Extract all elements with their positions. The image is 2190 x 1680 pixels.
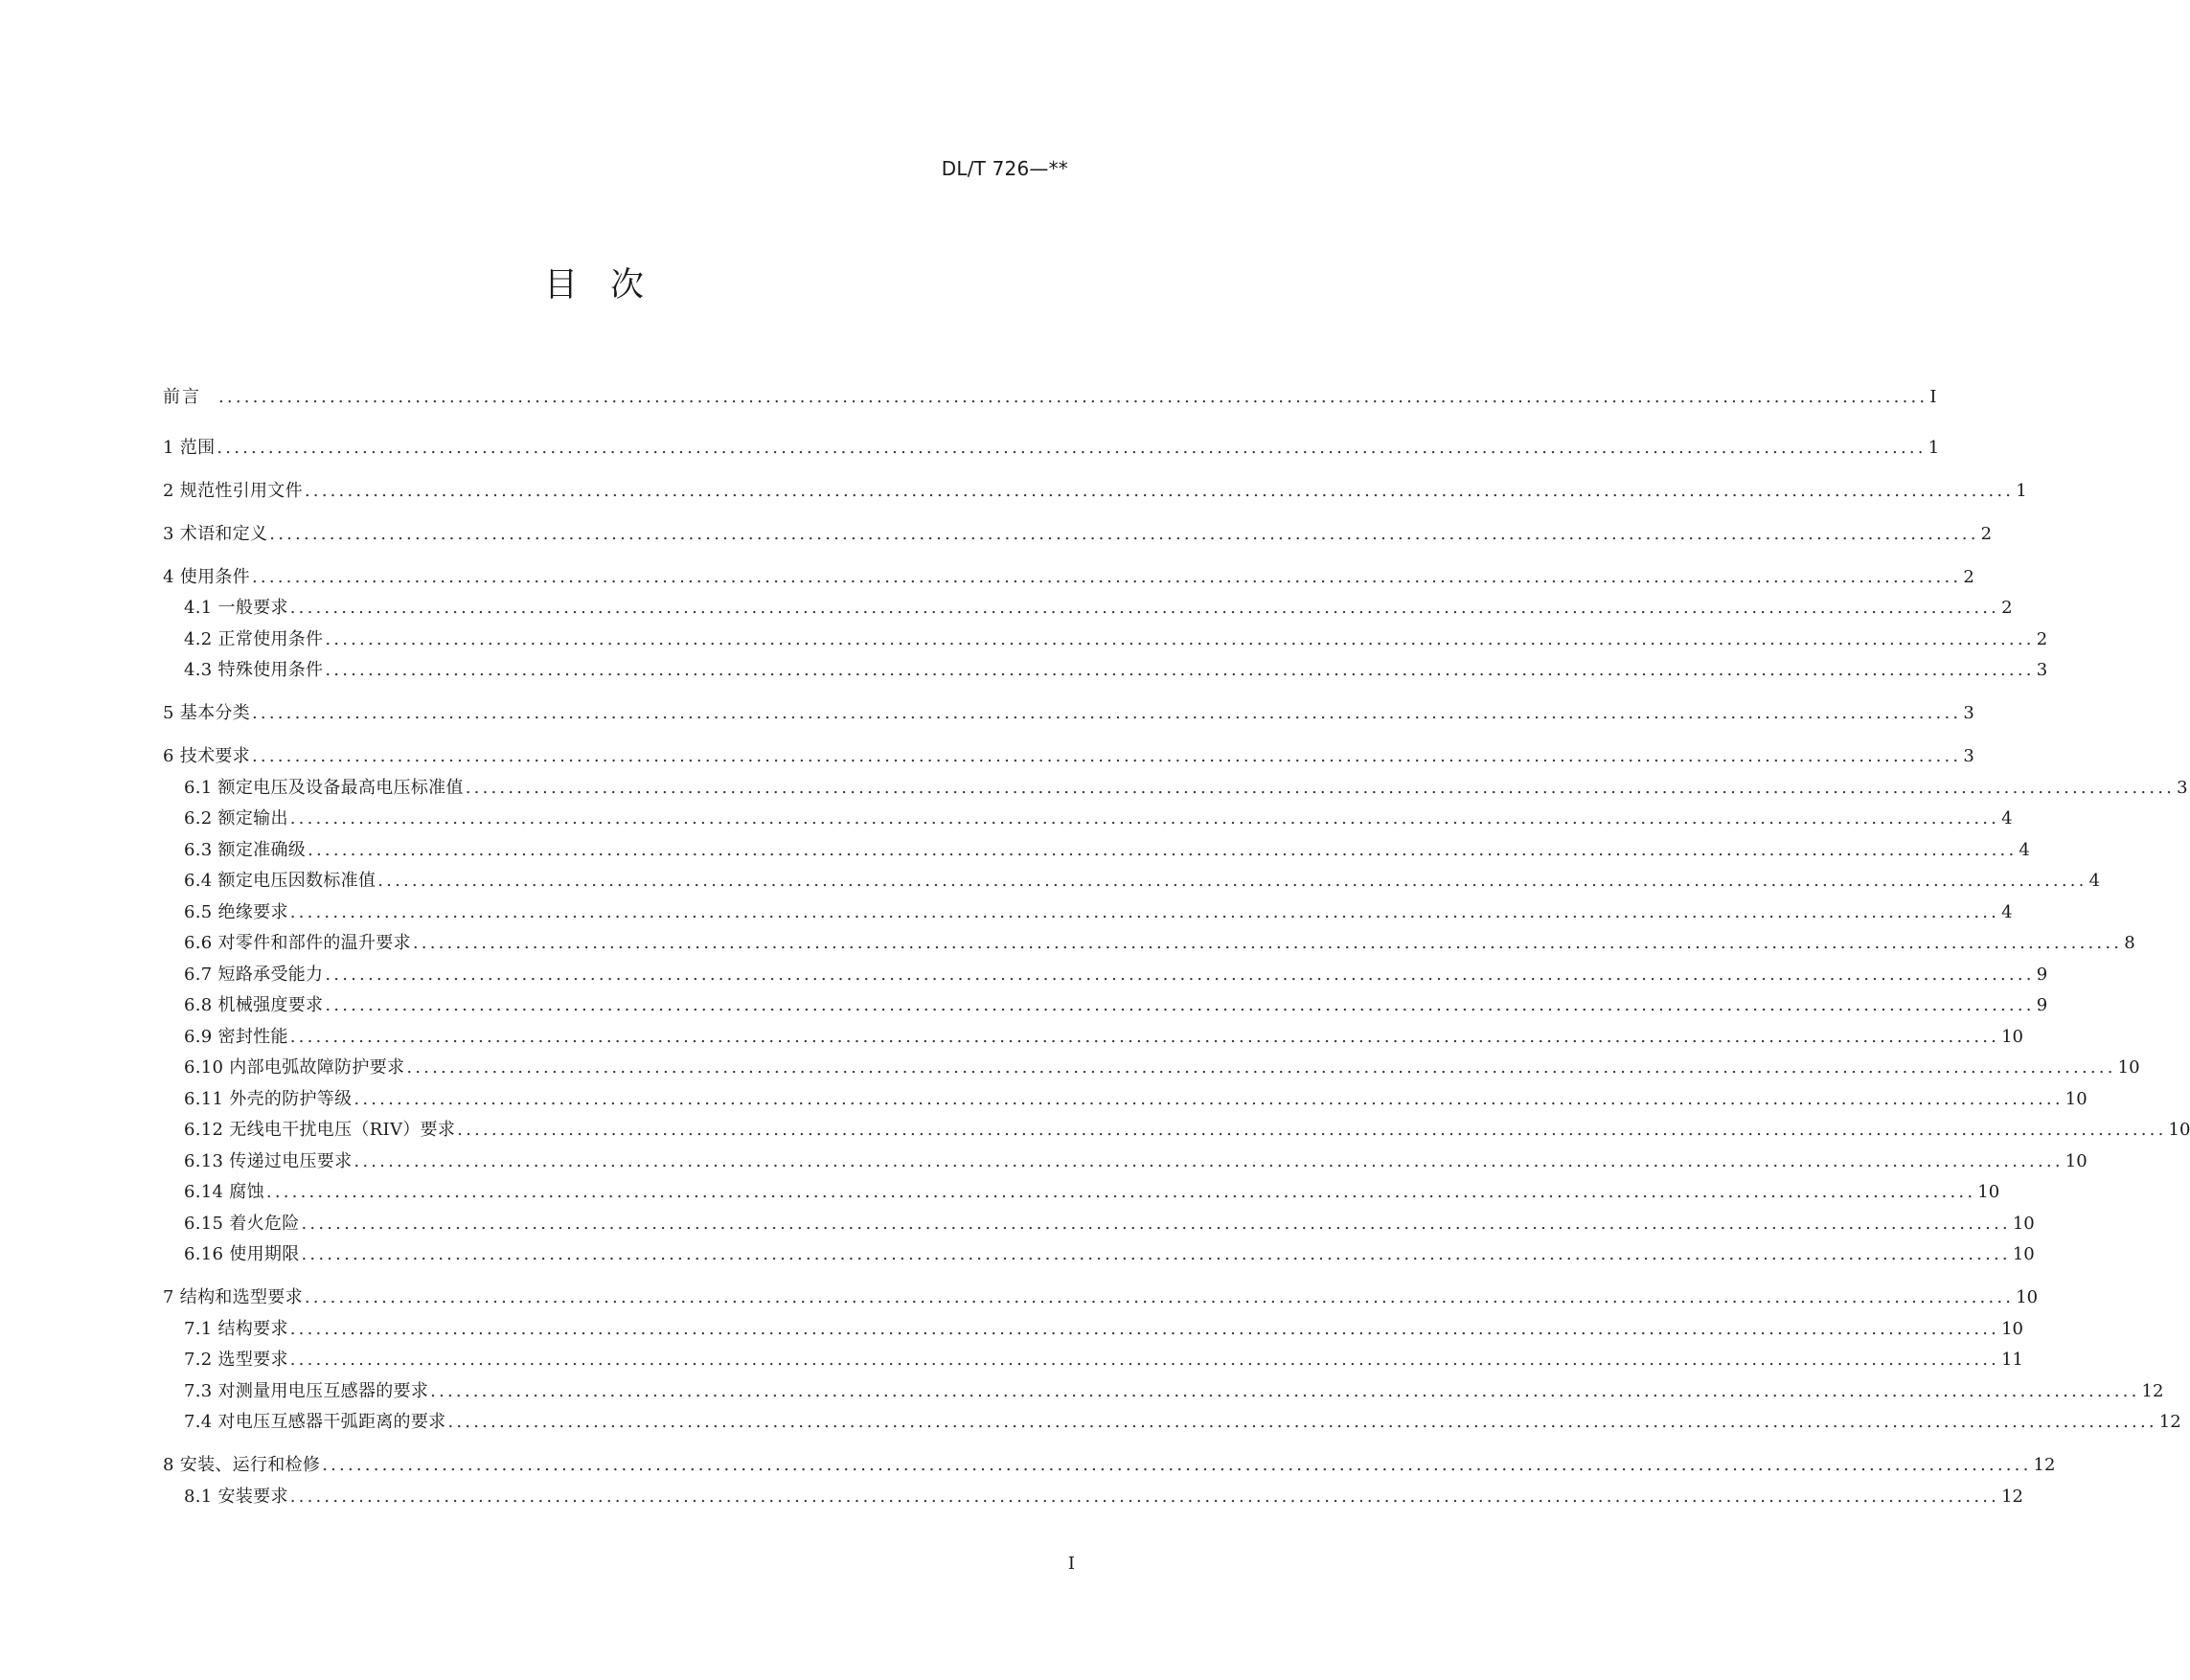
toc-entry-label: 8 安装、运行和检修 — [163, 1455, 321, 1475]
toc-entry[interactable] — [163, 563, 1974, 595]
toc-entry-label: 6.1 额定电压及设备最高电压标准值 — [184, 777, 464, 798]
toc-dot-leader: ........................................................................................................................................................................................................ — [289, 808, 2000, 829]
table-of-contents — [163, 383, 2190, 1513]
toc-entry-label: 4.3 特殊使用条件 — [184, 660, 324, 680]
toc-entry-page: 4 — [2019, 839, 2030, 860]
toc-entry-label: 6.4 额定电压因数标准值 — [184, 871, 376, 891]
toc-entry-page: 10 — [2168, 1120, 2190, 1140]
toc-dot-leader: ........................................................................................................................................................................................................ — [289, 1318, 2000, 1339]
toc-entry[interactable] — [163, 1147, 2087, 1179]
toc-entry-label: 6.10 内部电弧故障防护要求 — [184, 1057, 405, 1078]
page-number: I — [1067, 1554, 1075, 1574]
toc-entry-label: 6.7 短路承受能力 — [184, 964, 324, 985]
toc-entry-page: 3 — [2036, 660, 2048, 680]
toc-entry[interactable] — [163, 594, 2013, 625]
toc-entry[interactable] — [163, 1023, 2023, 1055]
toc-entry-page: 12 — [2158, 1412, 2181, 1432]
toc-entry[interactable] — [163, 1210, 2035, 1241]
toc-entry[interactable] — [163, 625, 2048, 657]
toc-entry-label: 6.2 额定输出 — [184, 808, 288, 829]
toc-entry-label: 7.1 结构要求 — [184, 1318, 288, 1339]
toc-entry-label: 1 范围 — [163, 437, 216, 458]
toc-entry-label: 6 技术要求 — [163, 746, 250, 766]
toc-entry-page: 10 — [2001, 1318, 2023, 1339]
toc-dot-leader: ........................................................................................................................................................................................................ — [265, 1182, 1976, 1202]
toc-dot-leader: ........................................................................................................................................................................................................ — [457, 1120, 2167, 1140]
toc-entry-label: 前言 — [163, 387, 201, 407]
toc-entry-label: 6.5 绝缘要求 — [184, 901, 288, 922]
toc-entry-label: 4.2 正常使用条件 — [184, 628, 324, 649]
toc-entry-label: 7 结构和选型要求 — [163, 1287, 303, 1307]
toc-entry-page: 10 — [2001, 1026, 2023, 1047]
toc-dot-leader: ........................................................................................................................................................................................................ — [289, 1486, 2000, 1507]
toc-entry-page: 9 — [2036, 995, 2048, 1015]
toc-dot-leader: ........................................................................................................................................................................................................ — [301, 1244, 2011, 1264]
toc-entry-label: 6.15 着火危险 — [184, 1213, 300, 1234]
toc-dot-leader: ........................................................................................................................................................................................................ — [217, 437, 1927, 458]
toc-entry-page: 2 — [2001, 598, 2013, 618]
toc-entry-label: 2 规范性引用文件 — [163, 480, 303, 501]
toc-entry[interactable] — [163, 805, 2013, 836]
toc-entry[interactable] — [163, 742, 1974, 774]
toc-entry-page: 1 — [1928, 437, 1940, 458]
toc-entry[interactable] — [163, 1054, 2140, 1085]
toc-entry-page: 11 — [2001, 1350, 2023, 1370]
toc-entry-page: 4 — [2001, 808, 2013, 829]
toc-dot-leader: ........................................................................................................................................................................................................ — [251, 566, 1962, 587]
toc-dot-leader: ........................................................................................................................................................................................................ — [289, 901, 2000, 922]
toc-entry-label: 6.12 无线电干扰电压（RIV）要求 — [184, 1120, 456, 1140]
document-code: DL/T 726—** — [941, 157, 1068, 180]
toc-entry[interactable] — [163, 434, 1940, 465]
toc-entry-page: 2 — [2036, 628, 2048, 649]
toc-entry-label: 7.4 对电压互感器干弧距离的要求 — [184, 1412, 446, 1432]
toc-entry[interactable] — [163, 836, 2030, 868]
toc-entry[interactable] — [163, 656, 2048, 688]
toc-entry[interactable] — [163, 699, 1974, 731]
toc-entry[interactable] — [163, 961, 2048, 992]
toc-entry-page: I — [1929, 387, 1937, 407]
toc-entry-page: 10 — [1977, 1182, 2000, 1202]
toc-dot-leader: ........................................................................................................................................................................................................ — [325, 995, 2035, 1015]
toc-entry[interactable] — [163, 991, 2048, 1023]
toc-entry-label: 6.8 机械强度要求 — [184, 995, 324, 1015]
toc-dot-leader: ........................................................................................................................................................................................................ — [289, 1026, 2000, 1047]
toc-entry-label: 3 术语和定义 — [163, 523, 268, 544]
toc-dot-leader: ........................................................................................................................................................................................................ — [465, 777, 2176, 798]
toc-entry-label: 8.1 安装要求 — [184, 1486, 288, 1507]
toc-entry[interactable] — [163, 1085, 2087, 1117]
toc-dot-leader: ........................................................................................................................................................................................................ — [325, 660, 2035, 680]
toc-entry-page: 12 — [2141, 1380, 2164, 1401]
toc-entry[interactable] — [163, 520, 1993, 552]
toc-dot-leader: ........................................................................................................................................................................................................ — [304, 1287, 2015, 1307]
toc-entry[interactable] — [163, 1315, 2023, 1347]
toc-entry-label: 4.1 一般要求 — [184, 598, 288, 618]
toc-entry-label: 6.3 额定准确级 — [184, 839, 307, 860]
toc-entry-label: 7.3 对测量用电压互感器的要求 — [184, 1380, 429, 1401]
toc-entry-page: 10 — [2012, 1244, 2035, 1264]
toc-dot-leader: ........................................................................................................................................................................................................ — [289, 598, 2000, 618]
toc-entry-page: 10 — [2065, 1088, 2087, 1109]
toc-dot-leader: ........................................................................................................................................................................................................ — [308, 839, 2018, 860]
toc-entry-page: 2 — [1963, 566, 1974, 587]
toc-entry[interactable] — [163, 1178, 2000, 1210]
toc-dot-leader: ........................................................................................................................................................................................................ — [301, 1213, 2011, 1234]
toc-entry[interactable] — [163, 1483, 2023, 1514]
toc-entry-page: 12 — [2001, 1486, 2023, 1507]
toc-entry-page: 3 — [1963, 703, 1974, 723]
toc-entry-page: 10 — [2012, 1213, 2035, 1234]
toc-dot-leader: ........................................................................................................................................................................................................ — [251, 703, 1962, 723]
toc-entry[interactable] — [163, 1346, 2023, 1377]
toc-dot-leader: ........................................................................................................................................................................................................ — [354, 1150, 2064, 1171]
toc-entry-page: 2 — [1980, 523, 1993, 544]
page-title: 目次 — [543, 266, 676, 305]
toc-dot-leader: ........................................................................................................................................................................................................ — [251, 746, 1962, 766]
toc-entry-page: 12 — [2033, 1455, 2056, 1475]
toc-entry-page: 4 — [2001, 901, 2013, 922]
toc-entry[interactable] — [163, 1451, 2056, 1483]
toc-entry-label: 6.11 外壳的防护等级 — [184, 1088, 353, 1109]
toc-entry[interactable] — [163, 1408, 2181, 1440]
toc-entry-page: 9 — [2036, 964, 2048, 985]
toc-entry-page: 3 — [1963, 746, 1974, 766]
toc-entry-label: 6.6 对零件和部件的温升要求 — [184, 933, 411, 953]
toc-entry[interactable] — [163, 898, 2013, 930]
toc-entry[interactable] — [163, 929, 2135, 961]
toc-dot-leader: ........................................................................................................................................................................................................ — [325, 964, 2035, 985]
toc-entry[interactable] — [163, 1377, 2164, 1409]
toc-dot-leader: ........................................................................................................................................................................................................ — [304, 480, 2015, 501]
toc-dot-leader: ........................................................................................................................................................................................................ — [325, 628, 2035, 649]
toc-entry-label: 6.9 密封性能 — [184, 1026, 288, 1047]
toc-dot-leader: ........................................................................................................................................................................................................ — [322, 1455, 2032, 1475]
toc-entry-label: 6.13 传递过电压要求 — [184, 1150, 353, 1171]
toc-entry-label: 6.16 使用期限 — [184, 1244, 300, 1264]
toc-dot-leader: ........................................................................................................................................................................................................ — [354, 1088, 2064, 1109]
toc-entry-page: 10 — [2117, 1057, 2140, 1078]
toc-entry-page: 1 — [2016, 480, 2027, 501]
toc-entry-label: 4 使用条件 — [163, 566, 250, 587]
toc-entry[interactable] — [163, 1240, 2035, 1272]
toc-entry[interactable] — [163, 477, 2027, 509]
toc-entry[interactable] — [163, 867, 2101, 898]
toc-dot-leader: ........................................................................................................................................................................................................ — [269, 523, 1979, 544]
toc-entry[interactable] — [163, 774, 2188, 806]
toc-dot-leader: ........................................................................................................................................................................................................ — [289, 1350, 2000, 1370]
toc-entry-label: 5 基本分类 — [163, 703, 250, 723]
toc-entry-page: 8 — [2124, 933, 2135, 953]
toc-entry-label: 7.2 选型要求 — [184, 1350, 288, 1370]
toc-dot-leader: ........................................................................................................................................................................................................ — [218, 387, 1928, 407]
toc-entry-page: 4 — [2088, 871, 2101, 891]
toc-entry-label: 6.14 腐蚀 — [184, 1182, 264, 1202]
toc-entry-page: 10 — [2016, 1287, 2039, 1307]
toc-dot-leader: ........................................................................................................................................................................................................ — [447, 1412, 2157, 1432]
toc-entry[interactable] — [163, 1283, 2039, 1315]
toc-entry-page: 10 — [2065, 1150, 2087, 1171]
toc-dot-leader: ........................................................................................................................................................................................................ — [412, 933, 2123, 953]
toc-entry[interactable] — [163, 1116, 2190, 1147]
toc-dot-leader: ........................................................................................................................................................................................................ — [377, 871, 2087, 891]
toc-entry-page: 3 — [2177, 777, 2188, 798]
toc-dot-leader: ........................................................................................................................................................................................................ — [430, 1380, 2140, 1401]
toc-entry[interactable] — [163, 383, 1937, 421]
toc-dot-leader: ........................................................................................................................................................................................................ — [406, 1057, 2116, 1078]
